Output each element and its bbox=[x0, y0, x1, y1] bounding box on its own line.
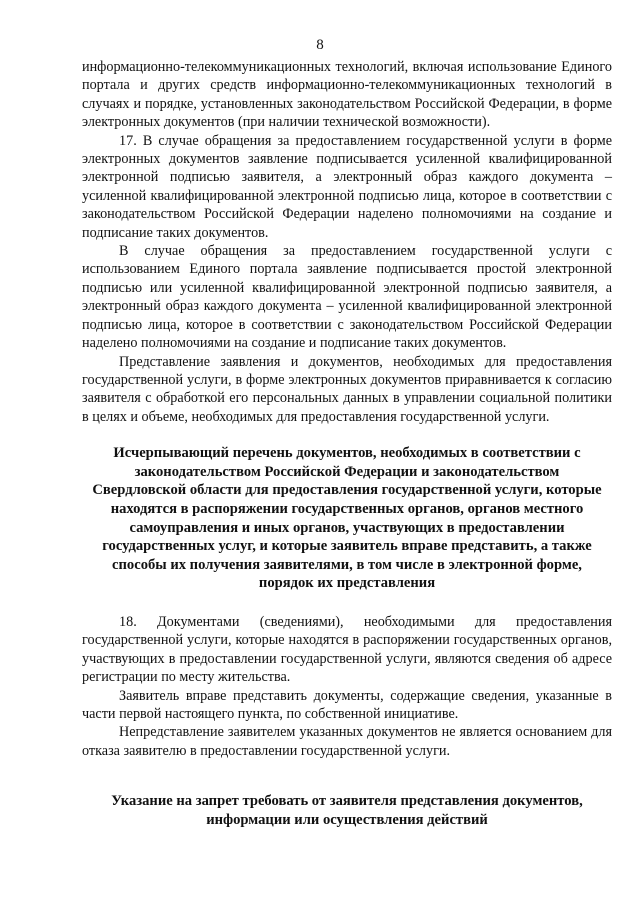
document-body bbox=[82, 58, 612, 829]
paragraph-non-submission: Непредставление заявителем указанных документов не является основанием для отказа заявителю в предоставлении государственной услуги. bbox=[82, 724, 612, 759]
section-heading-documents-list: Исчерпывающий перечень документов, необходимых в соответствии с законодательством Российской Федерации и законодательством Свердловской области для предоставления государственной услуги, которые находятся в распоряжении государственных органов, органов местного самоуправления и иных органов, участвующих в предоставлении государственных услуг, и которые заявитель вправе представить, а также способы их получения заявителями, в том числе в электронной форме, порядок их представления bbox=[92, 445, 602, 592]
paragraph-item-17: 17. В случае обращения за предоставлением государственной услуги в форме электронных документов заявление подписывается усиленной квалифицированной электронной подписью заявителя, а электронный образ каждого документа – усиленной квалифицированной электронной подписью лица, которое в соответствии с законодательством Российской Федерации наделено полномочиями на создание и подписание таких документов. bbox=[82, 132, 612, 241]
paragraph-applicant-right: Заявитель вправе представить документы, содержащие сведения, указанные в части первой настоящего пункта, по собственной инициативе. bbox=[82, 687, 612, 722]
paragraph-continuation: информационно-телекоммуникационных технологий, включая использование Единого портала и других средств информационно-телекоммуникационных технологий в случаях и порядке, установленных законодательством Российской Федерации, в форме электронных документов (при наличии технической возможности). bbox=[82, 59, 612, 131]
paragraph-unified-portal: В случае обращения за предоставлением государственной услуги с использованием Единого портала заявление подписывается простой электронной подписью или усиленной квалифицированной электронной подписью заявителя, а электронный образ каждого документа – усиленной квалифицированной электронной подписью лица, которое в соответствии с законодательством Российской Федерации наделено полномочиями на создание и подписание таких документов. bbox=[82, 243, 612, 352]
section-heading-prohibition: Указание на запрет требовать от заявителя представления документов, информации или осуществления действий bbox=[111, 793, 583, 828]
paragraph-consent: Представление заявления и документов, необходимых для предоставления государственной услуги, в форме электронных документов приравнивается к согласию заявителя с обработкой его персональных данных в управлении социальной политики в целях и объеме, необходимых для предоставления государственной услуги. bbox=[82, 353, 612, 425]
page-number: 8 bbox=[316, 37, 324, 53]
paragraph-item-18: 18. Документами (сведениями), необходимыми для предоставления государственной услуги, которые находятся в распоряжении государственных органов, участвующих в предоставлении государственной услуги, являются сведения об адресе регистрации по месту жительства. bbox=[82, 613, 612, 686]
